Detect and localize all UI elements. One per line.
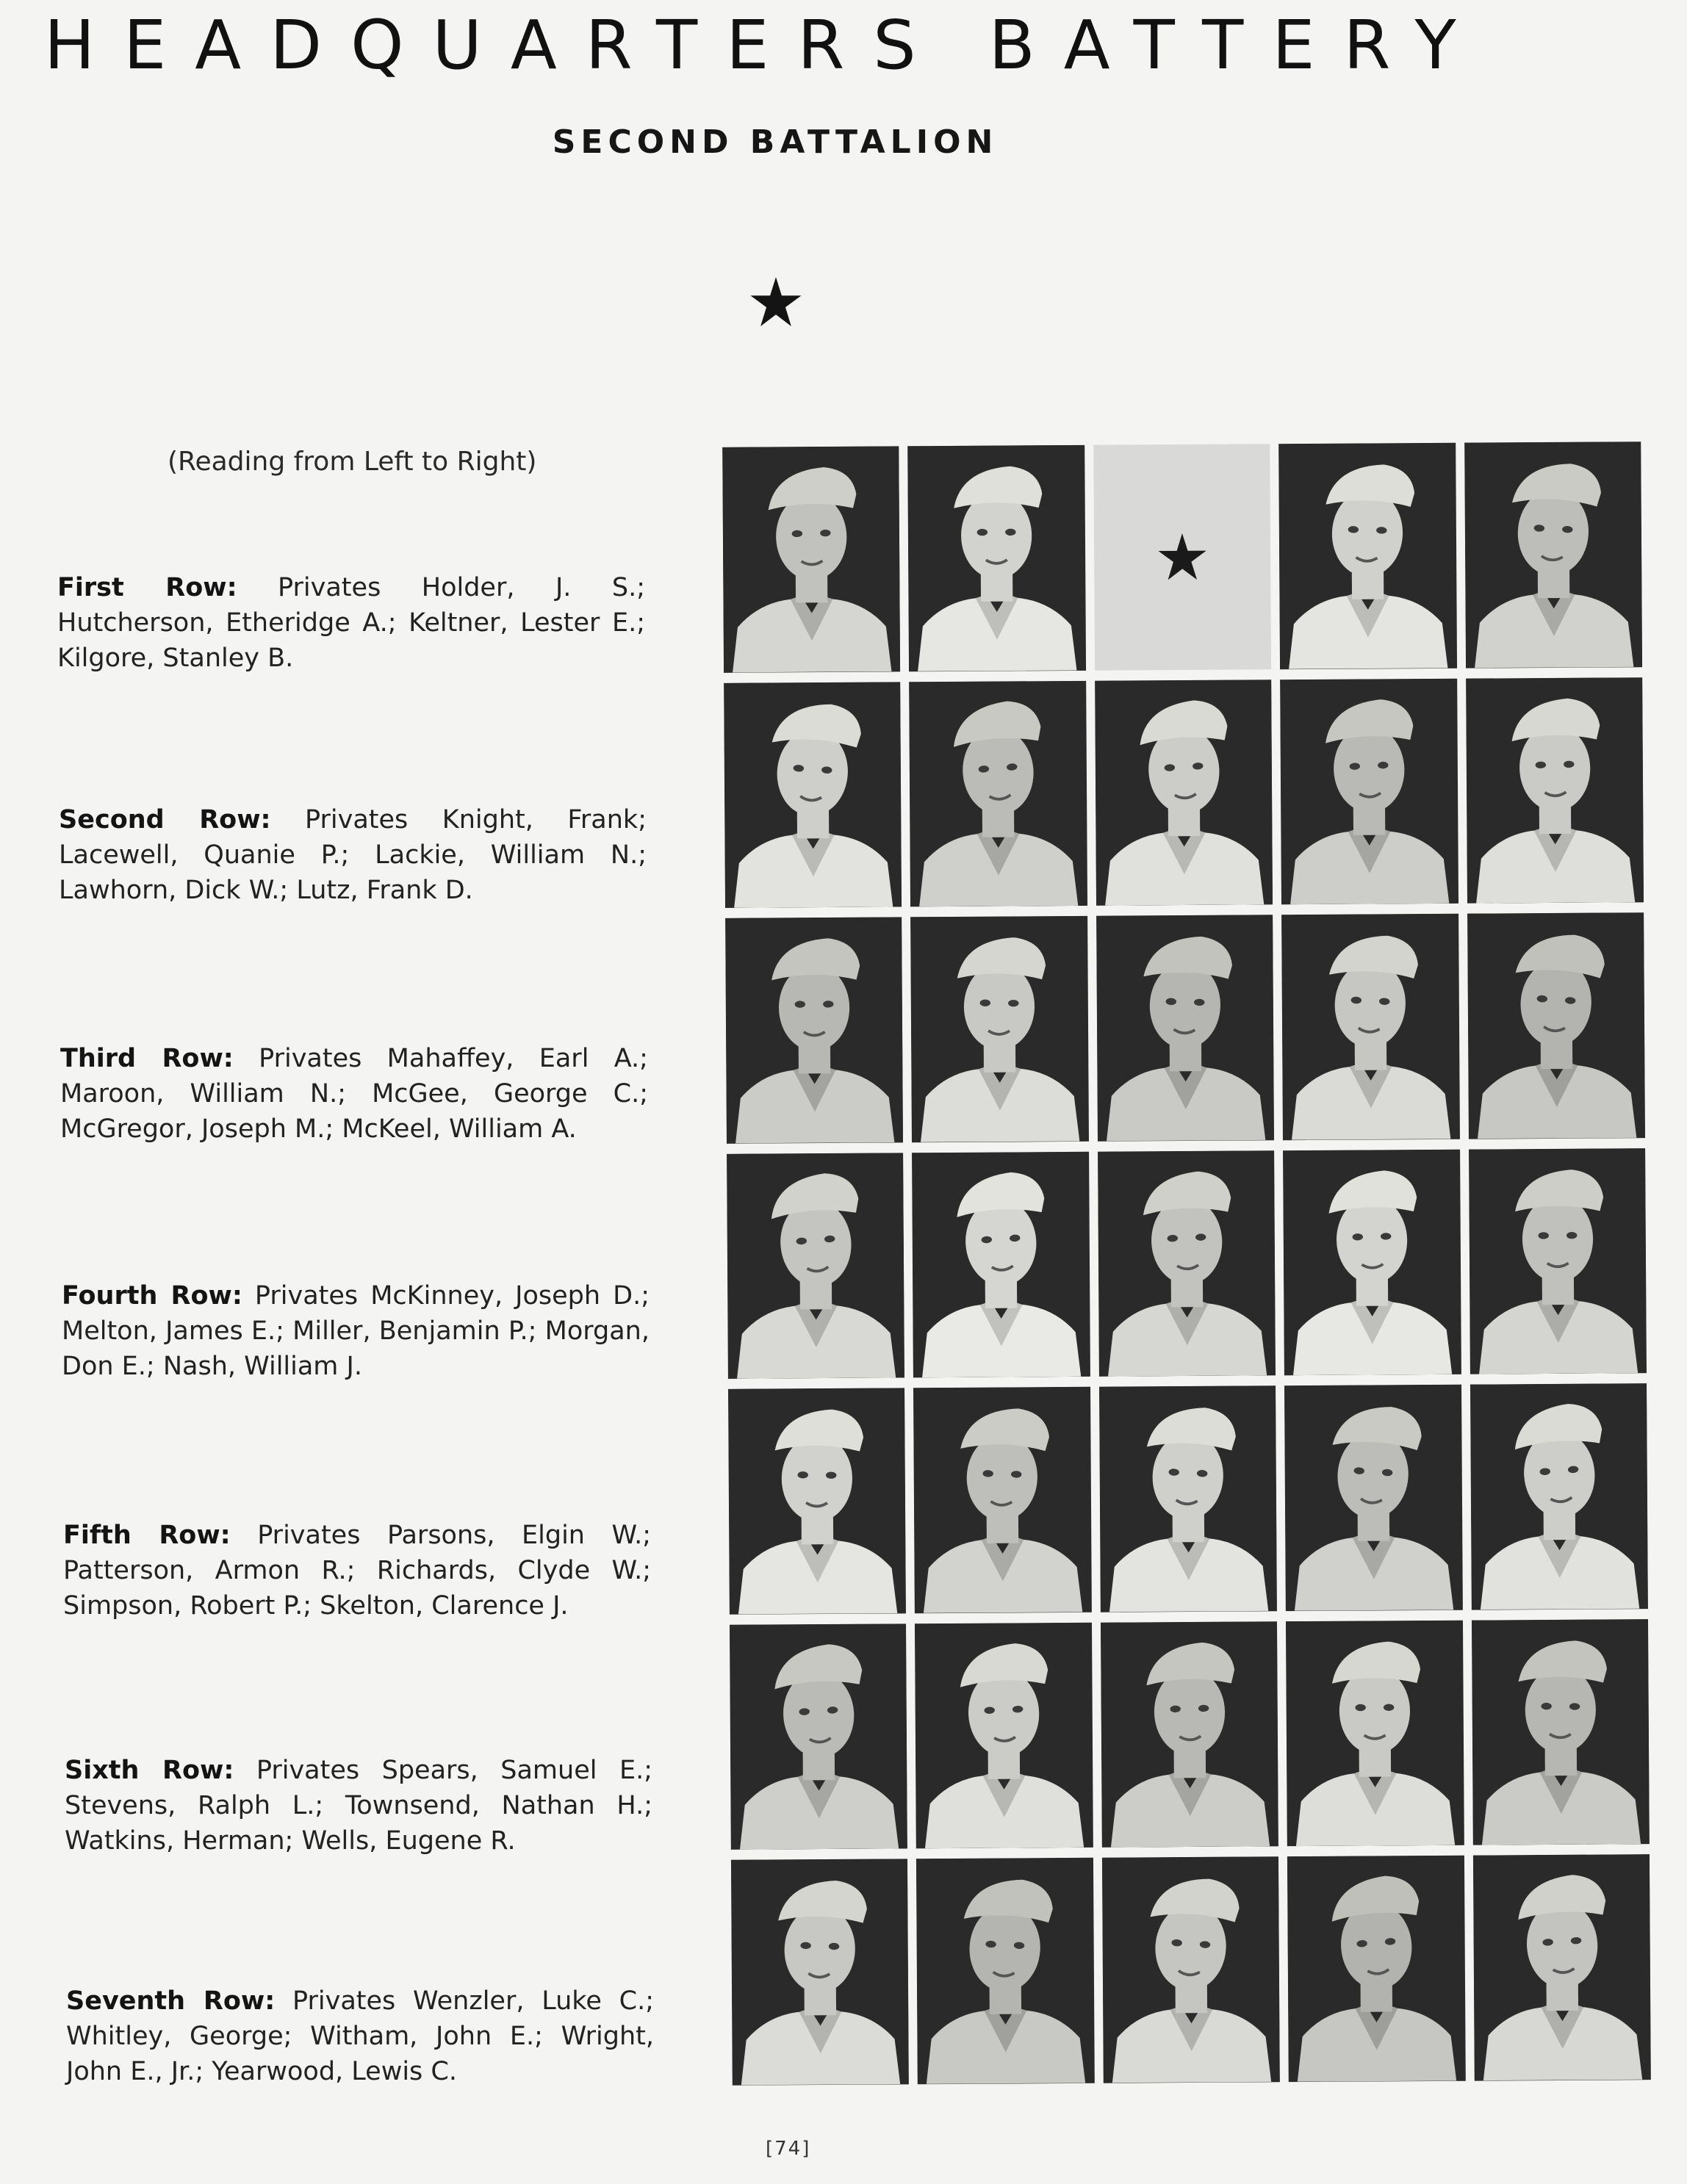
page-number: [74] <box>766 2138 811 2160</box>
star-icon <box>749 275 802 328</box>
portrait-photo <box>911 916 1089 1142</box>
portrait-photo <box>912 1152 1090 1378</box>
title-battery: BATTERY <box>988 6 1485 84</box>
portrait-photo <box>1280 678 1458 904</box>
caption-row-5 <box>63 1518 651 1623</box>
reading-note: (Reading from Left to Right) <box>168 447 537 477</box>
caption-names: Privates Mahaffey, Earl A.; Maroon, William N.; McGee, George C.; McGregor, Joseph M.; McKeel, William A. <box>60 1044 648 1144</box>
caption-row-2 <box>59 802 647 908</box>
caption-row-3 <box>60 1041 648 1147</box>
caption-label: Seventh Row: <box>66 1986 276 2016</box>
star-icon <box>1157 532 1207 582</box>
portrait-photo <box>916 1858 1094 2084</box>
portrait-photo <box>915 1623 1093 1849</box>
portrait-photo <box>724 682 902 908</box>
portrait-photo <box>1102 1857 1280 2083</box>
portrait-photo <box>727 1153 904 1379</box>
portrait-photo <box>910 680 1087 907</box>
portrait-photo <box>725 917 903 1143</box>
portrait-photo <box>1470 1383 1648 1610</box>
portrait-photo <box>1283 1149 1461 1375</box>
caption-label: First Row: <box>57 573 237 602</box>
caption-label: Third Row: <box>60 1044 234 1073</box>
caption-row-7 <box>66 1983 654 2089</box>
portrait-photo <box>1472 1619 1650 1845</box>
caption-row-1 <box>57 570 645 676</box>
portrait-photo <box>730 1623 907 1850</box>
caption-names: Privates Knight, Frank; Lacewell, Quanie P.; Lackie, William N.; Lawhorn, Dick W.; Lutz, Frank D. <box>59 805 647 905</box>
caption-row-4 <box>62 1278 650 1384</box>
portrait-photo <box>722 446 900 672</box>
portrait-photo <box>1464 442 1642 668</box>
portrait-photo <box>1286 1621 1464 1847</box>
portrait-photo <box>728 1388 906 1615</box>
portrait-photo <box>1287 1856 1465 2082</box>
caption-label: Second Row: <box>59 805 271 835</box>
portrait-photo <box>908 445 1086 671</box>
placeholder-tile <box>1093 444 1271 670</box>
caption-label: Fourth Row: <box>62 1281 242 1311</box>
portrait-photo <box>913 1387 1091 1613</box>
caption-label: Fifth Row: <box>63 1521 231 1550</box>
portrait-photo <box>1467 912 1645 1139</box>
portrait-photo <box>1284 1385 1462 1611</box>
caption-names: Privates Wenzler, Luke C.; Whitley, George; Witham, John E.; Wright, John E., Jr.; Yearwood, Lewis C. <box>66 1986 654 2086</box>
portrait-photo <box>731 1859 909 2086</box>
portrait-photo <box>1466 677 1644 904</box>
portrait-grid <box>722 442 1651 2086</box>
portrait-photo <box>1281 914 1459 1140</box>
caption-names: Privates McKinney, Joseph D.; Melton, James E.; Miller, Benjamin P.; Morgan, Don E.; Nash, William J. <box>62 1281 650 1381</box>
page-subtitle: SECOND BATTALION <box>552 123 999 161</box>
caption-names: Privates Holder, J. S.; Hutcherson, Etheridge A.; Keltner, Lester E.; Kilgore, Stanley B. <box>57 573 645 673</box>
portrait-photo <box>1095 680 1273 906</box>
portrait-photo <box>1096 915 1274 1141</box>
portrait-photo <box>1098 1150 1276 1377</box>
caption-row-6 <box>65 1753 652 1859</box>
page-title <box>44 6 1558 84</box>
portrait-photo <box>1101 1621 1278 1848</box>
portrait-photo <box>1099 1386 1277 1612</box>
caption-names: Privates Spears, Samuel E.; Stevens, Ralph L.; Townsend, Nathan H.; Watkins, Herman; Wells, Eugene R. <box>65 1756 652 1856</box>
caption-names: Privates Parsons, Elgin W.; Patterson, Armon R.; Richards, Clyde W.; Simpson, Robert P.; Skelton, Clarence J. <box>63 1521 651 1621</box>
caption-label: Sixth Row: <box>65 1756 234 1785</box>
portrait-photo <box>1473 1855 1651 2081</box>
title-headquarters: HEADQUARTERS <box>44 6 945 84</box>
portrait-photo <box>1469 1148 1647 1374</box>
portrait-photo <box>1278 443 1456 669</box>
